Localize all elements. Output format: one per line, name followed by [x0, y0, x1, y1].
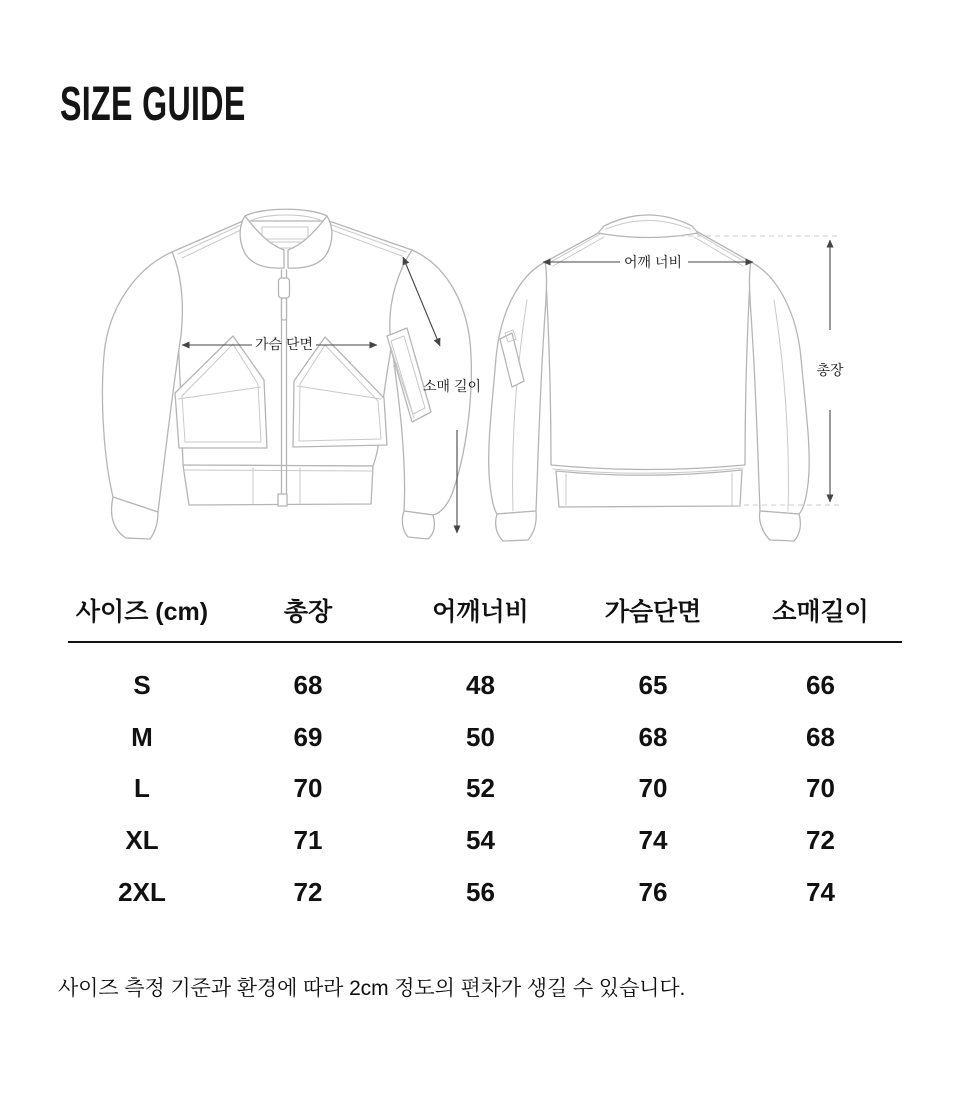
- size-diagram: [0, 185, 960, 580]
- size-table-header: [62, 598, 902, 626]
- size-table: [62, 598, 902, 918]
- size-table-body: [62, 660, 902, 918]
- value-chest: 65: [638, 670, 668, 701]
- table-row-xl: [62, 815, 902, 867]
- shoulder-width-label: 어깨 너비: [624, 254, 682, 270]
- value-shoulder: 50: [466, 721, 495, 752]
- value-length: 70: [293, 773, 323, 804]
- value-sleeve: 66: [806, 670, 835, 701]
- table-row-s: [62, 660, 902, 712]
- value-chest: 74: [638, 825, 668, 856]
- col-header-size: 사이즈 (cm): [75, 598, 209, 626]
- value-shoulder: 52: [466, 773, 495, 804]
- value-shoulder: 56: [466, 876, 495, 907]
- jacket-front-drawing: [102, 209, 471, 539]
- value-sleeve: 68: [806, 721, 835, 752]
- table-row-m: [62, 712, 902, 764]
- value-length: 72: [293, 876, 323, 907]
- value-shoulder: 54: [466, 825, 495, 856]
- sleeve-length-label: 소매 길이: [423, 378, 481, 394]
- chest-width-label: 가슴 단면: [255, 336, 313, 352]
- value-sleeve: 74: [806, 876, 835, 907]
- size-label: M: [131, 721, 153, 752]
- value-length: 69: [293, 721, 323, 752]
- page-title: SIZE GUIDE: [60, 78, 246, 131]
- table-divider: [68, 641, 902, 643]
- size-label: S: [133, 670, 151, 701]
- size-label: 2XL: [118, 876, 166, 907]
- value-sleeve: 70: [806, 773, 835, 804]
- value-length: 68: [293, 670, 323, 701]
- value-chest: 68: [638, 721, 668, 752]
- size-label: XL: [125, 825, 159, 856]
- value-shoulder: 48: [466, 670, 495, 701]
- table-row-2xl: [62, 866, 902, 918]
- value-chest: 70: [638, 773, 668, 804]
- value-length: 71: [293, 825, 323, 856]
- size-label: L: [134, 773, 150, 804]
- value-sleeve: 72: [806, 825, 835, 856]
- col-header-shoulder: 어깨너비: [432, 598, 529, 626]
- col-header-chest: 가슴단면: [604, 598, 702, 626]
- size-note: 사이즈 측정 기준과 환경에 따라 2cm 정도의 편차가 생길 수 있습니다.: [58, 977, 686, 1000]
- col-header-length: 총장: [283, 598, 333, 626]
- value-chest: 76: [638, 876, 668, 907]
- table-row-l: [62, 763, 902, 815]
- col-header-sleeve: 소매길이: [772, 598, 869, 626]
- total-length-label: 총장: [816, 362, 844, 378]
